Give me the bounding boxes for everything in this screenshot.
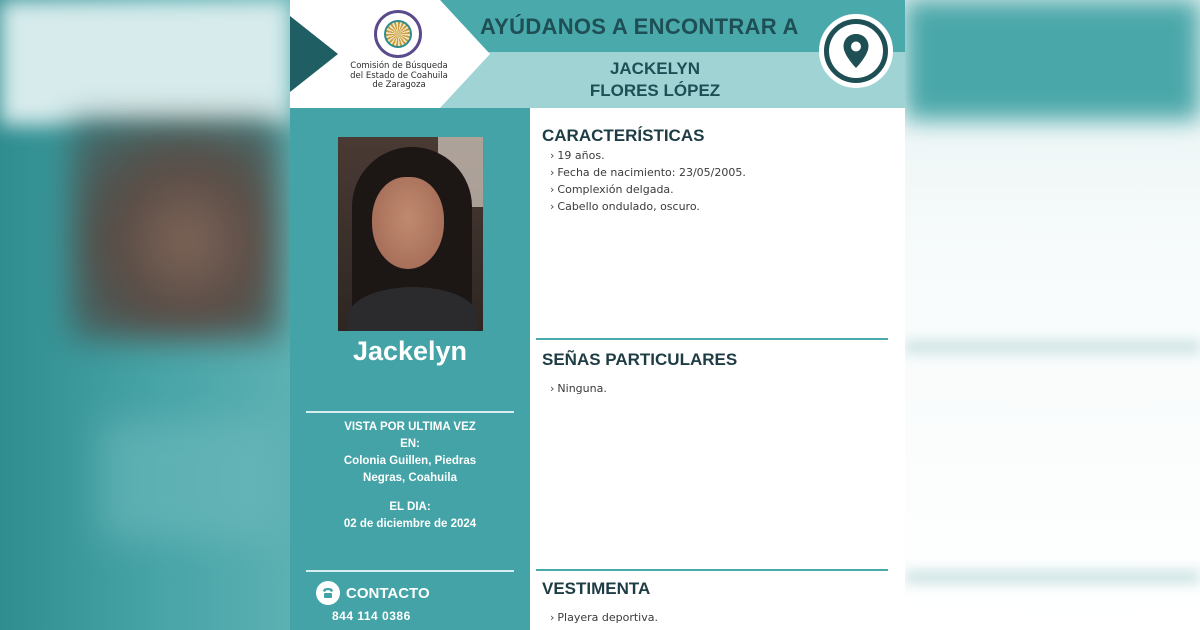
last-seen-place-2: Negras, Coahuila (363, 472, 457, 484)
org-name: Comisión de Búsqueda del Estado de Coahuila de Zaragoza (350, 61, 448, 90)
last-seen-date-label: EL DIA: (389, 501, 431, 513)
contact-phone[interactable]: 844 114 0386 (332, 609, 411, 623)
contact-label: CONTACTO (346, 584, 430, 602)
missing-person-poster (290, 0, 905, 630)
last-seen-label-en: EN: (400, 438, 420, 450)
location-pin-badge (819, 14, 893, 88)
missing-person-full-name (520, 58, 790, 102)
section-divider-2 (536, 569, 888, 571)
person-first-name: Jackelyn (352, 336, 468, 366)
section-divider (536, 338, 888, 340)
name-line-1: JACKELYN (609, 59, 701, 78)
blurred-backdrop-header-right (905, 0, 1200, 120)
senas-list (550, 380, 607, 397)
list-item: › Fecha de nacimiento: 23/05/2005. (550, 166, 746, 179)
vestimenta-list (550, 609, 658, 626)
blurred-backdrop-header (0, 0, 290, 125)
contact-heading (316, 578, 430, 608)
caracteristicas-list (550, 147, 746, 215)
poster-header (290, 0, 905, 108)
seal-logo (374, 10, 422, 58)
list-item: › Playera deportiva. (550, 611, 658, 624)
blurred-backdrop-rule (905, 340, 1200, 354)
blurred-backdrop-text (100, 420, 280, 540)
section-title-vestimenta: VESTIMENTA (542, 579, 651, 598)
phone-icon (316, 581, 340, 605)
blurred-backdrop-photo (70, 120, 280, 340)
last-seen-place-1: Colonia Guillen, Piedras (343, 455, 477, 467)
last-seen-block (300, 419, 520, 533)
list-item: › Complexión delgada. (550, 183, 674, 196)
last-seen-date: 02 de diciembre de 2024 (343, 518, 477, 530)
name-line-2: FLORES LÓPEZ (589, 81, 721, 100)
section-title-caracteristicas: CARACTERÍSTICAS (542, 126, 705, 145)
poster-title: AYÚDANOS A ENCONTRAR A (480, 14, 799, 39)
list-item: › 19 años. (550, 149, 605, 162)
info-sidebar (290, 108, 530, 630)
location-pin-icon (842, 33, 870, 69)
list-item: › Ninguna. (550, 382, 607, 395)
blurred-backdrop-rule-lower (905, 570, 1200, 584)
section-title-senas: SEÑAS PARTICULARES (542, 350, 738, 369)
blurred-backdrop-right (905, 0, 1200, 630)
list-item: › Cabello ondulado, oscuro. (550, 200, 700, 213)
last-seen-label: VISTA POR ULTIMA VEZ (344, 421, 476, 433)
sidebar-divider-2 (306, 570, 514, 572)
sidebar-divider (306, 411, 514, 413)
person-photo (338, 137, 483, 331)
blurred-backdrop-left (0, 0, 290, 630)
